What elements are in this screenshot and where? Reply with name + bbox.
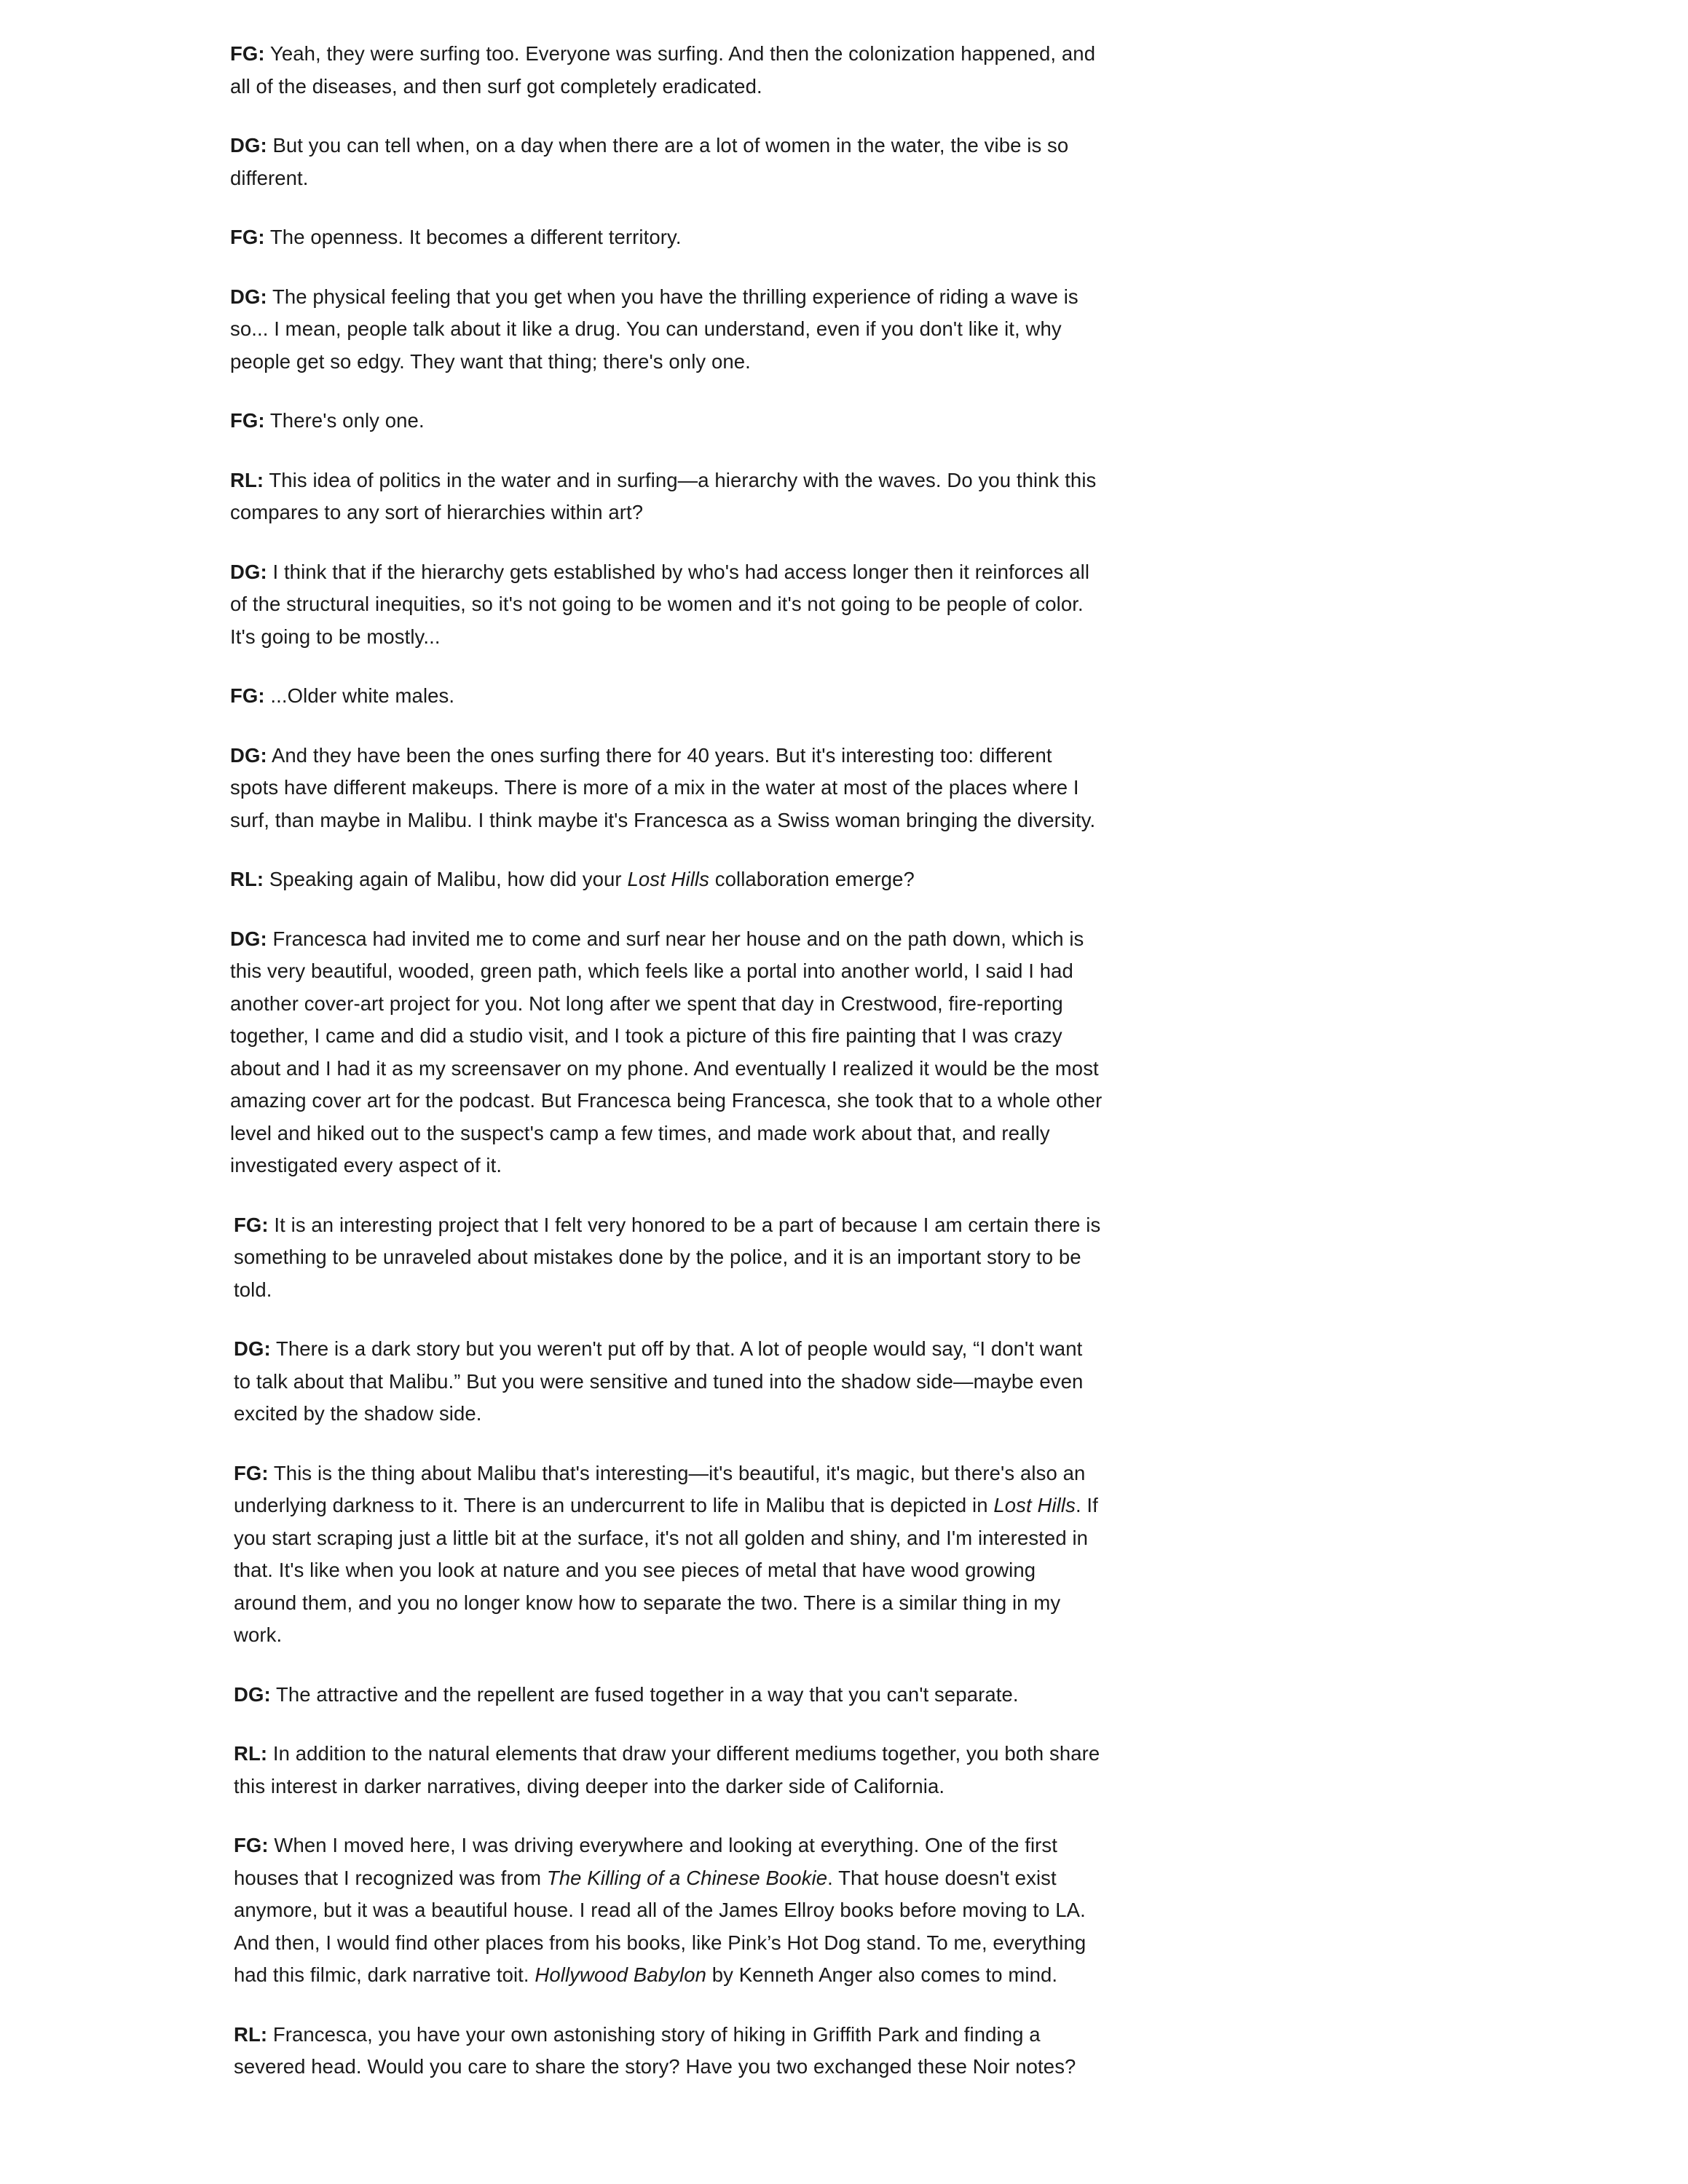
- paragraph-text: Speaking again of Malibu, how did your: [264, 868, 628, 890]
- work-title: Hollywood Babylon: [535, 1963, 706, 1986]
- interview-paragraph: [230, 221, 1104, 254]
- interview-paragraph: [230, 281, 1104, 379]
- speaker-label: RL:: [230, 468, 264, 491]
- speaker-label: DG:: [230, 285, 267, 308]
- interview-paragraph: [230, 1829, 1104, 1992]
- interview-paragraph: [230, 1679, 1104, 1712]
- interview-paragraph: [230, 1738, 1104, 1803]
- paragraph-text: ...Older white males.: [264, 684, 455, 707]
- speaker-label: FG:: [234, 1213, 269, 1236]
- interview-paragraph: [230, 556, 1104, 654]
- interview-paragraph: [230, 1333, 1104, 1431]
- paragraph-text: But you can tell when, on a day when there are a lot of women in the water, the vibe is so different.: [230, 134, 1069, 189]
- speaker-label: FG:: [230, 409, 265, 432]
- interview-paragraph: [230, 38, 1104, 103]
- speaker-label: FG:: [230, 684, 265, 707]
- paragraph-text: This is the thing about Malibu that's interesting—it's beautiful, it's magic, but there's also an underlying darkness to it. There is an undercurrent to life in Malibu that is depicted in: [234, 1461, 1086, 1516]
- paragraph-text: The attractive and the repellent are fused together in a way that you can't separate.: [270, 1682, 1019, 1706]
- speaker-label: FG:: [230, 226, 265, 248]
- speaker-label: RL:: [234, 2022, 268, 2046]
- interview-paragraph: [230, 863, 1104, 896]
- paragraph-text: The openness. It becomes a different territory.: [264, 226, 682, 248]
- speaker-label: DG:: [234, 1682, 271, 1706]
- paragraph-text: by Kenneth Anger also comes to mind.: [706, 1963, 1058, 1986]
- speaker-label: DG:: [230, 134, 267, 157]
- paragraph-text: . If you start scraping just a little bit at the surface, it's not all golden and shiny, and I'm interested in that. It's like when you look at nature and you see pieces of metal that have wood growing around them, and you no longer know how to separate the two. There is a similar thing in my work.: [234, 1494, 1098, 1646]
- interview-paragraph: [230, 464, 1104, 529]
- paragraph-text: The physical feeling that you get when you have the thrilling experience of riding a wave is so... I mean, people talk about it like a drug. You can understand, even if you don't like it, why people get so edgy. They want that thing; there's only one.: [230, 285, 1078, 373]
- paragraph-text: There is a dark story but you weren't put off by that. A lot of people would say, “I don't want to talk about that Malibu.” But you were sensitive and tuned into the shadow side—maybe even excited by the shadow side.: [234, 1337, 1084, 1425]
- interview-paragraph: [230, 740, 1104, 837]
- speaker-label: DG:: [230, 560, 267, 583]
- interview-paragraph: [230, 1457, 1104, 1652]
- paragraph-text: I think that if the hierarchy gets established by who's had access longer then it reinforces all of the structural inequities, so it's not going to be women and it's not going to be people of color. It's going to be mostly...: [230, 560, 1090, 648]
- paragraph-text: collaboration emerge?: [709, 868, 915, 890]
- work-title: The Killing of a Chinese Bookie: [546, 1866, 828, 1889]
- interview-paragraph: [230, 130, 1104, 194]
- paragraph-text: . That house doesn't exist anymore, but it was a beautiful house. I read all of the James Ellroy books before moving to LA. And then, I would find other places from his books, like Pink’s Hot Dog stand. To me, everything had this filmic, dark narrative toit.: [234, 1866, 1086, 1986]
- paragraph-text: It is an interesting project that I felt very honored to be a part of because I am certain there is something to be unraveled about mistakes done by the police, and it is an important story to be told.: [234, 1213, 1101, 1301]
- speaker-label: FG:: [234, 1834, 269, 1856]
- work-title: Lost Hills: [993, 1494, 1076, 1516]
- interview-paragraph: [230, 2019, 1104, 2084]
- paragraph-text: When I moved here, I was driving everywhere and looking at everything. One of the first houses that I recognized was from: [234, 1834, 1058, 1889]
- paragraph-text: Yeah, they were surfing too. Everyone was surfing. And then the colonization happened, and all of the diseases, and then surf got completely eradicated.: [230, 42, 1096, 98]
- speaker-label: DG:: [230, 743, 267, 767]
- interview-paragraph: [230, 1209, 1104, 1307]
- interview-article: [230, 38, 1104, 2110]
- speaker-label: RL:: [234, 1742, 268, 1765]
- paragraph-text: Francesca had invited me to come and surf near her house and on the path down, which is this very beautiful, wooded, green path, which feels like a portal into another world, I said I had another cover-art project for you. Not long after we spent that day in Crestwood, fire-reporting together, I came and did a studio visit, and I took a picture of this fire painting that I was crazy about and I had it as my screensaver on my phone. And eventually I realized it would be the most amazing cover art for the podcast. But Francesca being Francesca, she took that to a whole other level and hiked out to the suspect's camp a few times, and made work about that, and really investigated every aspect of it.: [230, 927, 1103, 1176]
- speaker-label: FG:: [234, 1461, 269, 1484]
- speaker-label: DG:: [230, 927, 267, 950]
- interview-paragraph: [230, 680, 1104, 713]
- interview-paragraph: [230, 923, 1104, 1182]
- paragraph-text: In addition to the natural elements that draw your different mediums together, you both share this interest in darker narratives, diving deeper into the darker side of California.: [234, 1742, 1100, 1797]
- work-title: Lost Hills: [627, 868, 709, 890]
- paragraph-text: There's only one.: [264, 409, 425, 432]
- speaker-label: RL:: [230, 868, 264, 890]
- paragraph-text: This idea of politics in the water and in surfing—a hierarchy with the waves. Do you think this compares to any sort of hierarchies within art?: [230, 468, 1097, 523]
- interview-paragraph: [230, 405, 1104, 438]
- paragraph-text: And they have been the ones surfing there for 40 years. But it's interesting too: different spots have different makeups. There is more of a mix in the water at most of the places where I surf, than maybe in Malibu. I think maybe it's Francesca as a Swiss woman bringing the diversity.: [230, 743, 1096, 831]
- paragraph-text: Francesca, you have your own astonishing story of hiking in Griffith Park and finding a severed head. Would you care to share the story? Have you two exchanged these Noir notes?: [234, 2022, 1076, 2078]
- speaker-label: DG:: [234, 1337, 271, 1360]
- speaker-label: FG:: [230, 42, 265, 65]
